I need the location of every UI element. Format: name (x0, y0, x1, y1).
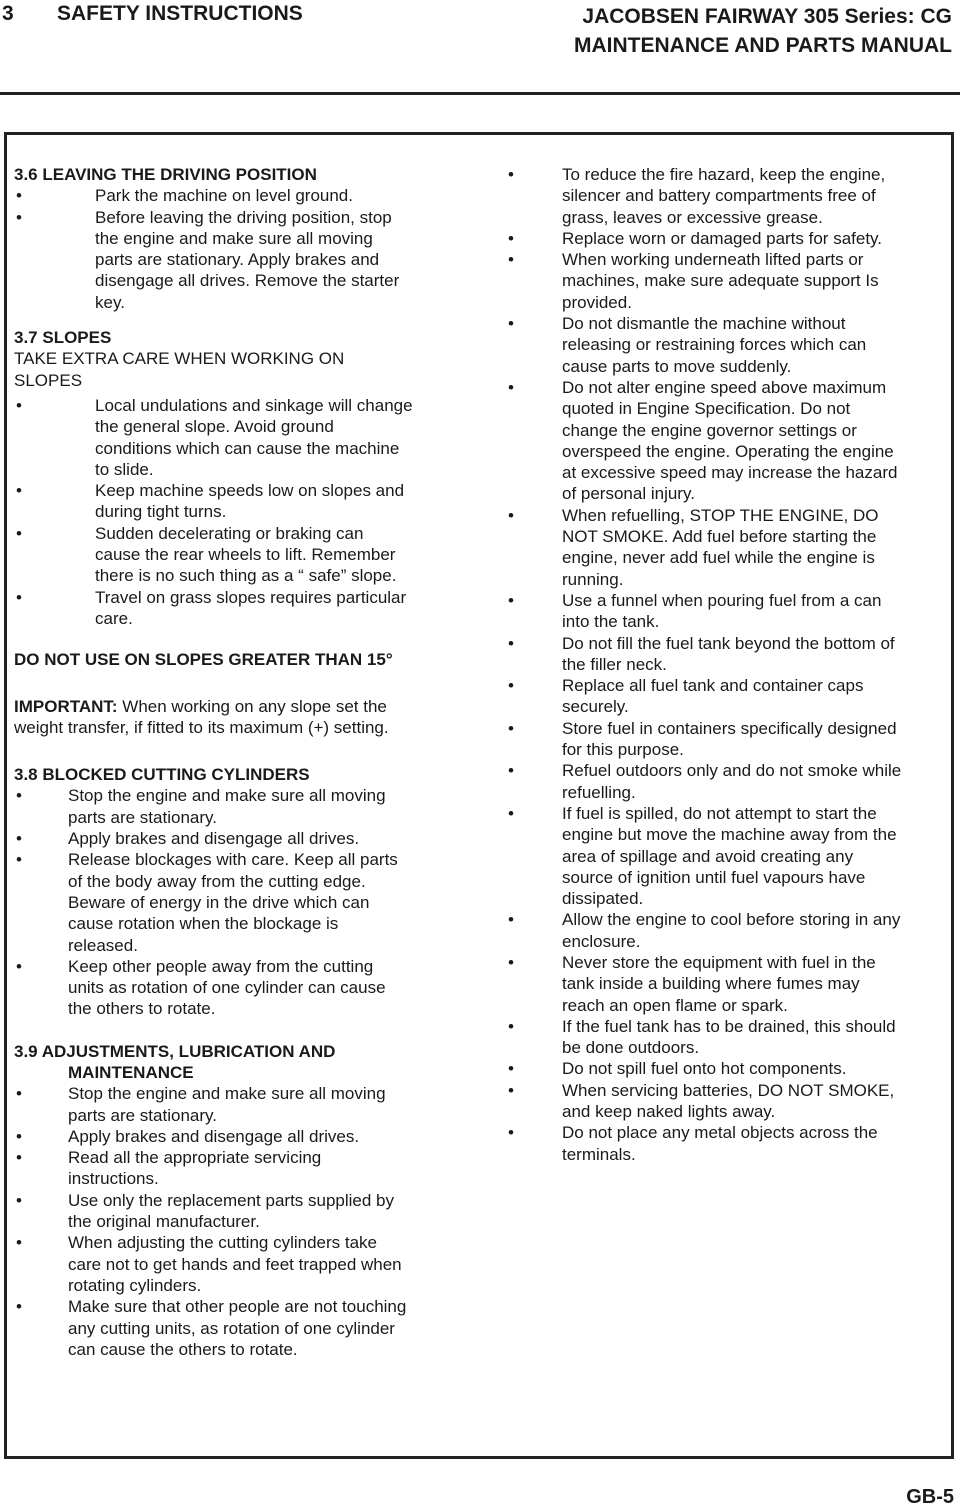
bullet-icon: • (508, 314, 514, 334)
list-item-line: engine but move the machine away from the (562, 825, 897, 845)
bullet-icon: • (16, 1148, 22, 1168)
list-item-line: at excessive speed may increase the hazard (562, 463, 898, 483)
list-item-line: Do not spill fuel onto hot components. (562, 1059, 847, 1079)
list-item (506, 164, 946, 228)
list-item (506, 952, 946, 1016)
list-item (506, 249, 946, 313)
page-number: GB-5 (906, 1486, 954, 1508)
section-title: SAFETY INSTRUCTIONS (57, 2, 303, 25)
important-label: IMPORTANT: (14, 696, 118, 716)
list-item (506, 675, 946, 718)
list-item-line: When working underneath lifted parts or (562, 250, 864, 270)
slopes-caution-line1: TAKE EXTRA CARE WHEN WORKING ON (14, 349, 345, 369)
list-item-line: terminals. (562, 1144, 636, 1164)
bullet-icon: • (16, 1084, 22, 1104)
list-item-line: area of spillage and avoid creating any (562, 846, 854, 866)
heading-3-8: 3.8 BLOCKED CUTTING CYLINDERS (14, 765, 310, 785)
list-item (506, 909, 946, 952)
list-item: • Keep other people away from the cutting units as rotation of one cylinder can cause the others to rotate. (16, 956, 386, 1019)
list-item-line: machines, make sure adequate support Is (562, 271, 879, 291)
list-item (506, 313, 946, 377)
list-item-line: Never store the equipment with fuel in the (562, 952, 876, 972)
bullet-icon: • (508, 165, 514, 184)
list-item: • When adjusting the cutting cylinders take care not to get hands and feet trapped when rotating cylinders. (16, 1233, 402, 1295)
list-item (506, 1058, 946, 1079)
list-item (506, 377, 946, 505)
list-item: • Apply brakes and disengage all drives. (16, 1126, 360, 1146)
list-item-line: Do not dismantle the machine without (562, 314, 846, 334)
list-item-line: of personal injury. (562, 484, 695, 504)
bullet-icon: • (16, 481, 22, 501)
list-item-line: Replace worn or damaged parts for safety. (562, 228, 883, 248)
bullet-icon: • (16, 587, 22, 607)
list-item-line: Do not fill the fuel tank beyond the bottom of (562, 633, 895, 653)
list-item-line: provided. (562, 292, 632, 312)
list-item (506, 1080, 946, 1123)
bullet-icon: • (508, 718, 514, 738)
list-item-line: into the tank. (562, 612, 660, 632)
bullet-icon: • (508, 761, 514, 781)
list-item: • Apply brakes and disengage all drives. (16, 829, 360, 849)
list-item-line: change the engine governor settings or (562, 420, 857, 440)
heading-3-7: 3.7 SLOPES (14, 328, 112, 348)
manual-title-line1: JACOBSEN FAIRWAY 305 Series: CG (582, 5, 952, 28)
list-item-line: If fuel is spilled, do not attempt to start the (562, 803, 877, 823)
bullet-icon: • (508, 633, 514, 653)
list-item-line: NOT SMOKE. Add fuel before starting the (562, 527, 877, 547)
important-note-line1: IMPORTANT: When working on any slope set the (14, 696, 387, 716)
list-item: • Use only the replacement parts supplied by the original manufacturer. (16, 1190, 395, 1232)
list-item-line: for this purpose. (562, 740, 684, 760)
bullet-icon: • (16, 186, 22, 206)
list-item-line: To reduce the fire hazard, keep the engine, (562, 165, 886, 184)
list-item-line: If the fuel tank has to be drained, this should (562, 1016, 896, 1036)
bullet-icon: • (508, 910, 514, 930)
list-item-line: securely. (562, 697, 629, 717)
manual-title-line2: MAINTENANCE AND PARTS MANUAL (574, 34, 952, 57)
manual-title (574, 2, 952, 60)
list-item: • Stop the engine and make sure all moving parts are stationary. (16, 786, 386, 827)
slope-warning: DO NOT USE ON SLOPES GREATER THAN 15° (14, 650, 393, 670)
bullet-icon: • (508, 1059, 514, 1079)
list-item (506, 760, 946, 803)
list-item-line: source of ignition until fuel vapours have (562, 867, 866, 887)
heading-3-6: 3.6 LEAVING THE DRIVING POSITION (14, 165, 317, 184)
list-item-line: Replace all fuel tank and container caps (562, 676, 864, 696)
list-item: • Make sure that other people are not touching any cutting units, as rotation of one cylinder can cause the others to rotate. (16, 1297, 407, 1359)
bullet-icon: • (16, 395, 22, 415)
list-item (506, 1016, 946, 1059)
right-column (506, 164, 946, 1165)
list-item-line: running. (562, 569, 624, 589)
list-item (506, 633, 946, 676)
list-item: • Keep machine speeds low on slopes and during tight turns. (16, 481, 405, 522)
list-item (506, 1122, 946, 1165)
section-header (2, 2, 303, 26)
list-item-line: dissipated. (562, 889, 644, 909)
list-item: • Before leaving the driving position, stop the engine and make sure all moving parts are stationary. Apply brakes and disengage all drives. Remove the starter key. (16, 207, 400, 312)
list-item: • Park the machine on level ground. (16, 186, 353, 206)
list-item-line: Allow the engine to cool before storing in any (562, 910, 901, 930)
bullet-icon: • (16, 956, 22, 976)
bullet-icon: • (508, 1016, 514, 1036)
list-item: • Travel on grass slopes requires particular care. (16, 587, 407, 628)
list-item-line: Do not place any metal objects across the (562, 1123, 878, 1143)
list-item-line: be done outdoors. (562, 1038, 700, 1058)
bullet-icon: • (508, 377, 514, 397)
list-item-line: and keep naked lights away. (562, 1102, 776, 1122)
bullet-icon: • (508, 1080, 514, 1100)
list-item-line: engine, never add fuel while the engine is (562, 548, 875, 568)
bullet-icon: • (16, 1297, 22, 1317)
list-item-line: cause parts to move suddenly. (562, 356, 792, 376)
list-item-line: Do not alter engine speed above maximum (562, 377, 887, 397)
bullet-icon: • (508, 676, 514, 696)
list-item: • Release blockages with care. Keep all parts of the body away from the cutting edge. Beware of energy in the drive which can cause rotation when the blockage is released. (16, 850, 398, 955)
bullet-icon: • (16, 1190, 22, 1210)
list-item-line: grass, leaves or excessive grease. (562, 207, 823, 227)
heading-3-9: 3.9 ADJUSTMENTS, LUBRICATION AND (14, 1041, 336, 1061)
list-item-line: Refuel outdoors only and do not smoke while (562, 761, 902, 781)
list-item-line: tank inside a building where fumes may (562, 974, 860, 994)
list-item-line: When refuelling, STOP THE ENGINE, DO (562, 505, 879, 525)
list-item: • Read all the appropriate servicing instructions. (16, 1148, 322, 1189)
bullet-icon: • (508, 250, 514, 270)
list-item-line: enclosure. (562, 931, 641, 951)
list-item-line: overspeed the engine. Operating the engine (562, 441, 894, 461)
list-item (506, 590, 946, 633)
list-item: • Local undulations and sinkage will change the general slope. Avoid ground conditions which can cause the machine to slide. (16, 395, 413, 479)
header-divider (0, 92, 960, 95)
bullet-icon: • (16, 207, 22, 227)
bullet-icon: • (508, 505, 514, 525)
bullet-icon: • (508, 228, 514, 248)
bullet-icon: • (508, 803, 514, 823)
bullet-icon: • (16, 786, 22, 806)
list-item-line: silencer and battery compartments free of (562, 186, 876, 206)
bullet-icon: • (16, 523, 22, 543)
bullet-icon: • (508, 952, 514, 972)
list-item: • Sudden decelerating or braking can cause the rear wheels to lift. Remember there is no such thing as a “ safe” slope. (16, 523, 397, 586)
list-item-line: the filler neck. (562, 654, 667, 674)
list-item: • Stop the engine and make sure all moving parts are stationary. (16, 1084, 386, 1125)
list-item-line: refuelling. (562, 782, 636, 802)
list-item (506, 228, 946, 249)
list-item-line: releasing or restraining forces which can (562, 335, 867, 355)
heading-3-9-line2: MAINTENANCE (68, 1062, 194, 1082)
bullet-icon: • (16, 829, 22, 849)
bullet-icon: • (16, 1233, 22, 1253)
bullet-icon: • (508, 1123, 514, 1143)
list-item-line: quoted in Engine Specification. Do not (562, 399, 851, 419)
list-item-line: Use a funnel when pouring fuel from a can (562, 590, 882, 610)
left-column (14, 164, 464, 1360)
list-item (506, 718, 946, 761)
slopes-caution-line2: SLOPES (14, 370, 83, 390)
bullet-icon: • (16, 1126, 22, 1146)
list-item (506, 505, 946, 590)
important-note-line2: weight transfer, if fitted to its maximum (+) setting. (14, 717, 389, 737)
bullet-icon: • (508, 590, 514, 610)
list-item-line: When servicing batteries, DO NOT SMOKE, (562, 1080, 895, 1100)
list-item (506, 803, 946, 909)
section-number: 3 (2, 2, 14, 25)
bullet-icon: • (16, 850, 22, 870)
list-item-line: Store fuel in containers specifically designed (562, 718, 897, 738)
list-item-line: reach an open flame or spark. (562, 995, 788, 1015)
